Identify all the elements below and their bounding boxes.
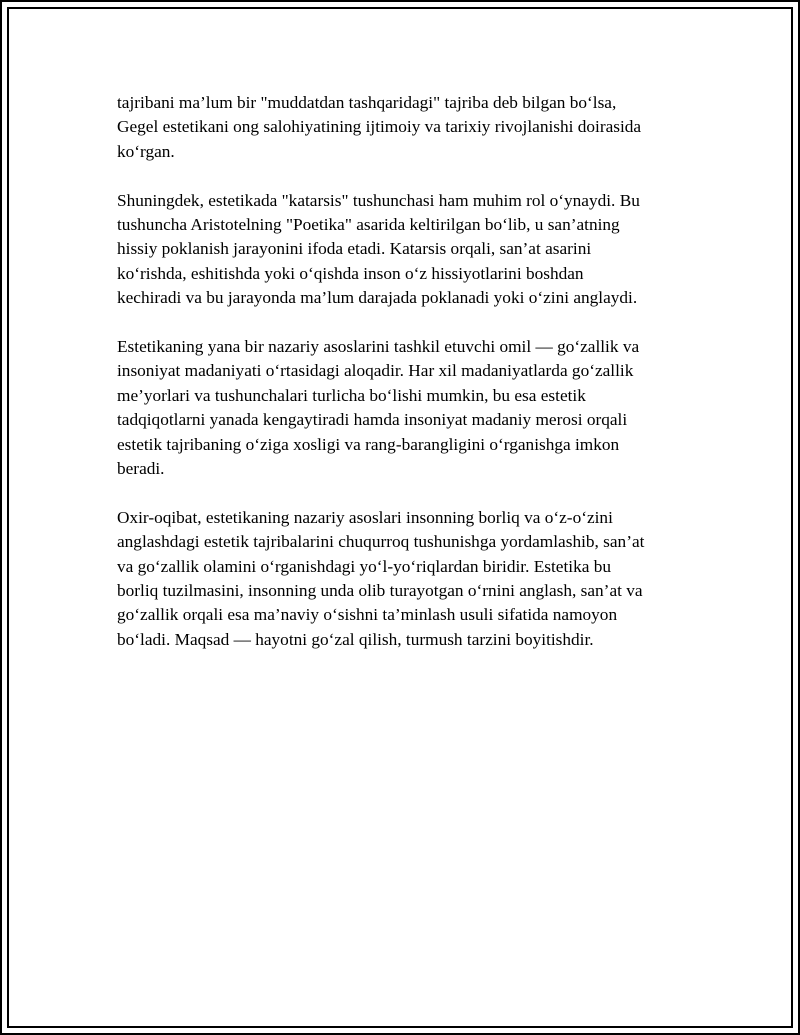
paragraph-2: Shuningdek, estetikada "katarsis" tushunchasi ham muhim rol o‘ynaydi. Bu tushuncha Aristotelning "Poetika" asarida keltirilgan bo‘lib, u san’atning hissiy poklanish jarayonini ifoda etadi. Katarsis orqali, san’at asarini ko‘rishda, eshitishda yoki o‘qishda inson o‘z hissiyotlarini boshdan kechiradi va bu jarayonda ma’lum darajada poklanadi yoki o‘zini anglaydi. [117,190,640,308]
paragraph-3: Estetikaning yana bir nazariy asoslarini tashkil etuvchi omil — go‘zallik va insoniyat madaniyati o‘rtasidagi aloqadir. Har xil madaniyatlarda go‘zallik me’yorlari va tushunchalari turlicha bo‘lishi mumkin, bu esa estetik tadqiqotlarni yanada kengaytiradi hamda insoniyat madaniy merosi orqali estetik tajribaning o‘ziga xosligi va rang-barangligini o‘rganishga imkon beradi. [117,337,640,479]
document-body [117,91,687,677]
paragraph-4: Oxir-oqibat, estetikaning nazariy asoslari insonning borliq va o‘z-o‘zini anglashdagi estetik tajribalarini chuqurroq tushunishga yordamlashib, san’at va go‘zallik olamini o‘rganishdagi yo‘l-yo‘riqlardan biridir. Estetika bu borliq tuzilmasini, insonning unda olib turayotgan o‘rnini anglash, san’at va go‘zallik orqali esa ma’naviy o‘sishni ta’minlash usuli sifatida namoyon bo‘ladi. Maqsad — hayotni go‘zal qilish, turmush tarzini boyitishdir. [117,507,645,649]
paragraph-1: tajribani ma’lum bir "muddatdan tashqaridagi" tajriba deb bilgan bo‘lsa, Gegel estetikani ong salohiyatining ijtimoiy va tarixiy rivojlanishi doirasida ko‘rgan. [117,93,642,161]
